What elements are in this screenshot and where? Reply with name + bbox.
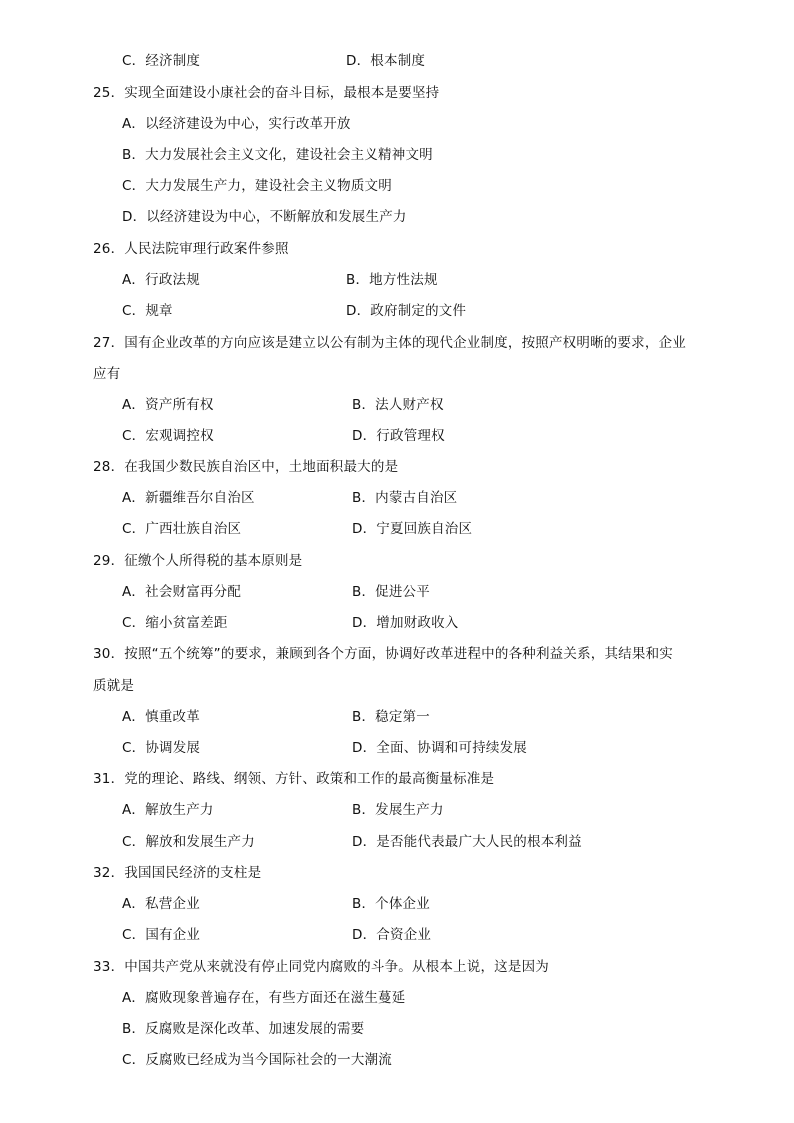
q27-option-c: C．宏观调控权 bbox=[122, 428, 214, 444]
q28-option-a: A．新疆维吾尔自治区 bbox=[122, 490, 255, 506]
q26-option-d: D．政府制定的文件 bbox=[346, 303, 467, 319]
q29-option-d: D．增加财政收入 bbox=[352, 615, 459, 631]
q27-option-a: A．资产所有权 bbox=[122, 397, 214, 413]
q25-option-b: B．大力发展社会主义文化，建设社会主义精神文明 bbox=[122, 147, 433, 163]
q29-option-c: C．缩小贫富差距 bbox=[122, 615, 228, 631]
q32-option-b: B．个体企业 bbox=[352, 896, 430, 912]
q24-option-c: C．经济制度 bbox=[122, 53, 201, 69]
q30-option-d: D．全面、协调和可持续发展 bbox=[352, 740, 527, 756]
q26-option-a: A．行政法规 bbox=[122, 272, 200, 288]
q30-option-a: A．慎重改革 bbox=[122, 709, 200, 725]
q33-stem: 33．中国共产党从来就没有停止同党内腐败的斗争。从根本上说，这是因为 bbox=[93, 959, 549, 975]
q29-stem: 29．征缴个人所得税的基本原则是 bbox=[93, 553, 303, 569]
q31-option-a: A．解放生产力 bbox=[122, 802, 214, 818]
q26-option-b: B．地方性法规 bbox=[346, 272, 438, 288]
q33-option-b: B．反腐败是深化改革、加速发展的需要 bbox=[122, 1021, 365, 1037]
q29-option-b: B．促进公平 bbox=[352, 584, 430, 600]
q33-option-a: A．腐败现象普遍存在，有些方面还在滋生蔓延 bbox=[122, 990, 406, 1006]
q30-option-b: B．稳定第一 bbox=[352, 709, 430, 725]
q32-option-d: D．合资企业 bbox=[352, 927, 432, 943]
q24-option-d: D．根本制度 bbox=[346, 53, 426, 69]
q33-option-c: C．反腐败已经成为当今国际社会的一大潮流 bbox=[122, 1052, 392, 1068]
q32-stem: 32．我国国民经济的支柱是 bbox=[93, 865, 262, 881]
q25-option-a: A．以经济建设为中心，实行改革开放 bbox=[122, 116, 351, 132]
q29-option-a: A．社会财富再分配 bbox=[122, 584, 242, 600]
q28-option-d: D．宁夏回族自治区 bbox=[352, 521, 473, 537]
q25-option-d: D．以经济建设为中心，不断解放和发展生产力 bbox=[122, 209, 407, 225]
q26-stem: 26．人民法院审理行政案件参照 bbox=[93, 241, 289, 257]
q30-stem-line2: 质就是 bbox=[93, 678, 135, 694]
q25-stem: 25．实现全面建设小康社会的奋斗目标，最根本是要坚持 bbox=[93, 85, 440, 101]
q27-stem-line2: 应有 bbox=[93, 366, 121, 382]
q25-option-c: C．大力发展生产力，建设社会主义物质文明 bbox=[122, 178, 392, 194]
q28-option-b: B．内蒙古自治区 bbox=[352, 490, 458, 506]
q32-option-c: C．国有企业 bbox=[122, 927, 201, 943]
q31-option-d: D．是否能代表最广大人民的根本利益 bbox=[352, 834, 582, 850]
q27-option-b: B．法人财产权 bbox=[352, 397, 444, 413]
q27-option-d: D．行政管理权 bbox=[352, 428, 445, 444]
q30-stem-line1: 30．按照“五个统筹”的要求，兼顾到各个方面，协调好改革进程中的各种利益关系，其结果和实 bbox=[93, 646, 673, 662]
q28-option-c: C．广西壮族自治区 bbox=[122, 521, 242, 537]
q31-stem: 31．党的理论、路线、纲领、方针、政策和工作的最高衡量标准是 bbox=[93, 771, 495, 787]
q30-option-c: C．协调发展 bbox=[122, 740, 201, 756]
q32-option-a: A．私营企业 bbox=[122, 896, 200, 912]
q31-option-c: C．解放和发展生产力 bbox=[122, 834, 255, 850]
q31-option-b: B．发展生产力 bbox=[352, 802, 444, 818]
q27-stem-line1: 27．国有企业改革的方向应该是建立以公有制为主体的现代企业制度，按照产权明晰的要求，企业 bbox=[93, 335, 686, 351]
q26-option-c: C．规章 bbox=[122, 303, 173, 319]
q28-stem: 28．在我国少数民族自治区中，土地面积最大的是 bbox=[93, 459, 399, 475]
